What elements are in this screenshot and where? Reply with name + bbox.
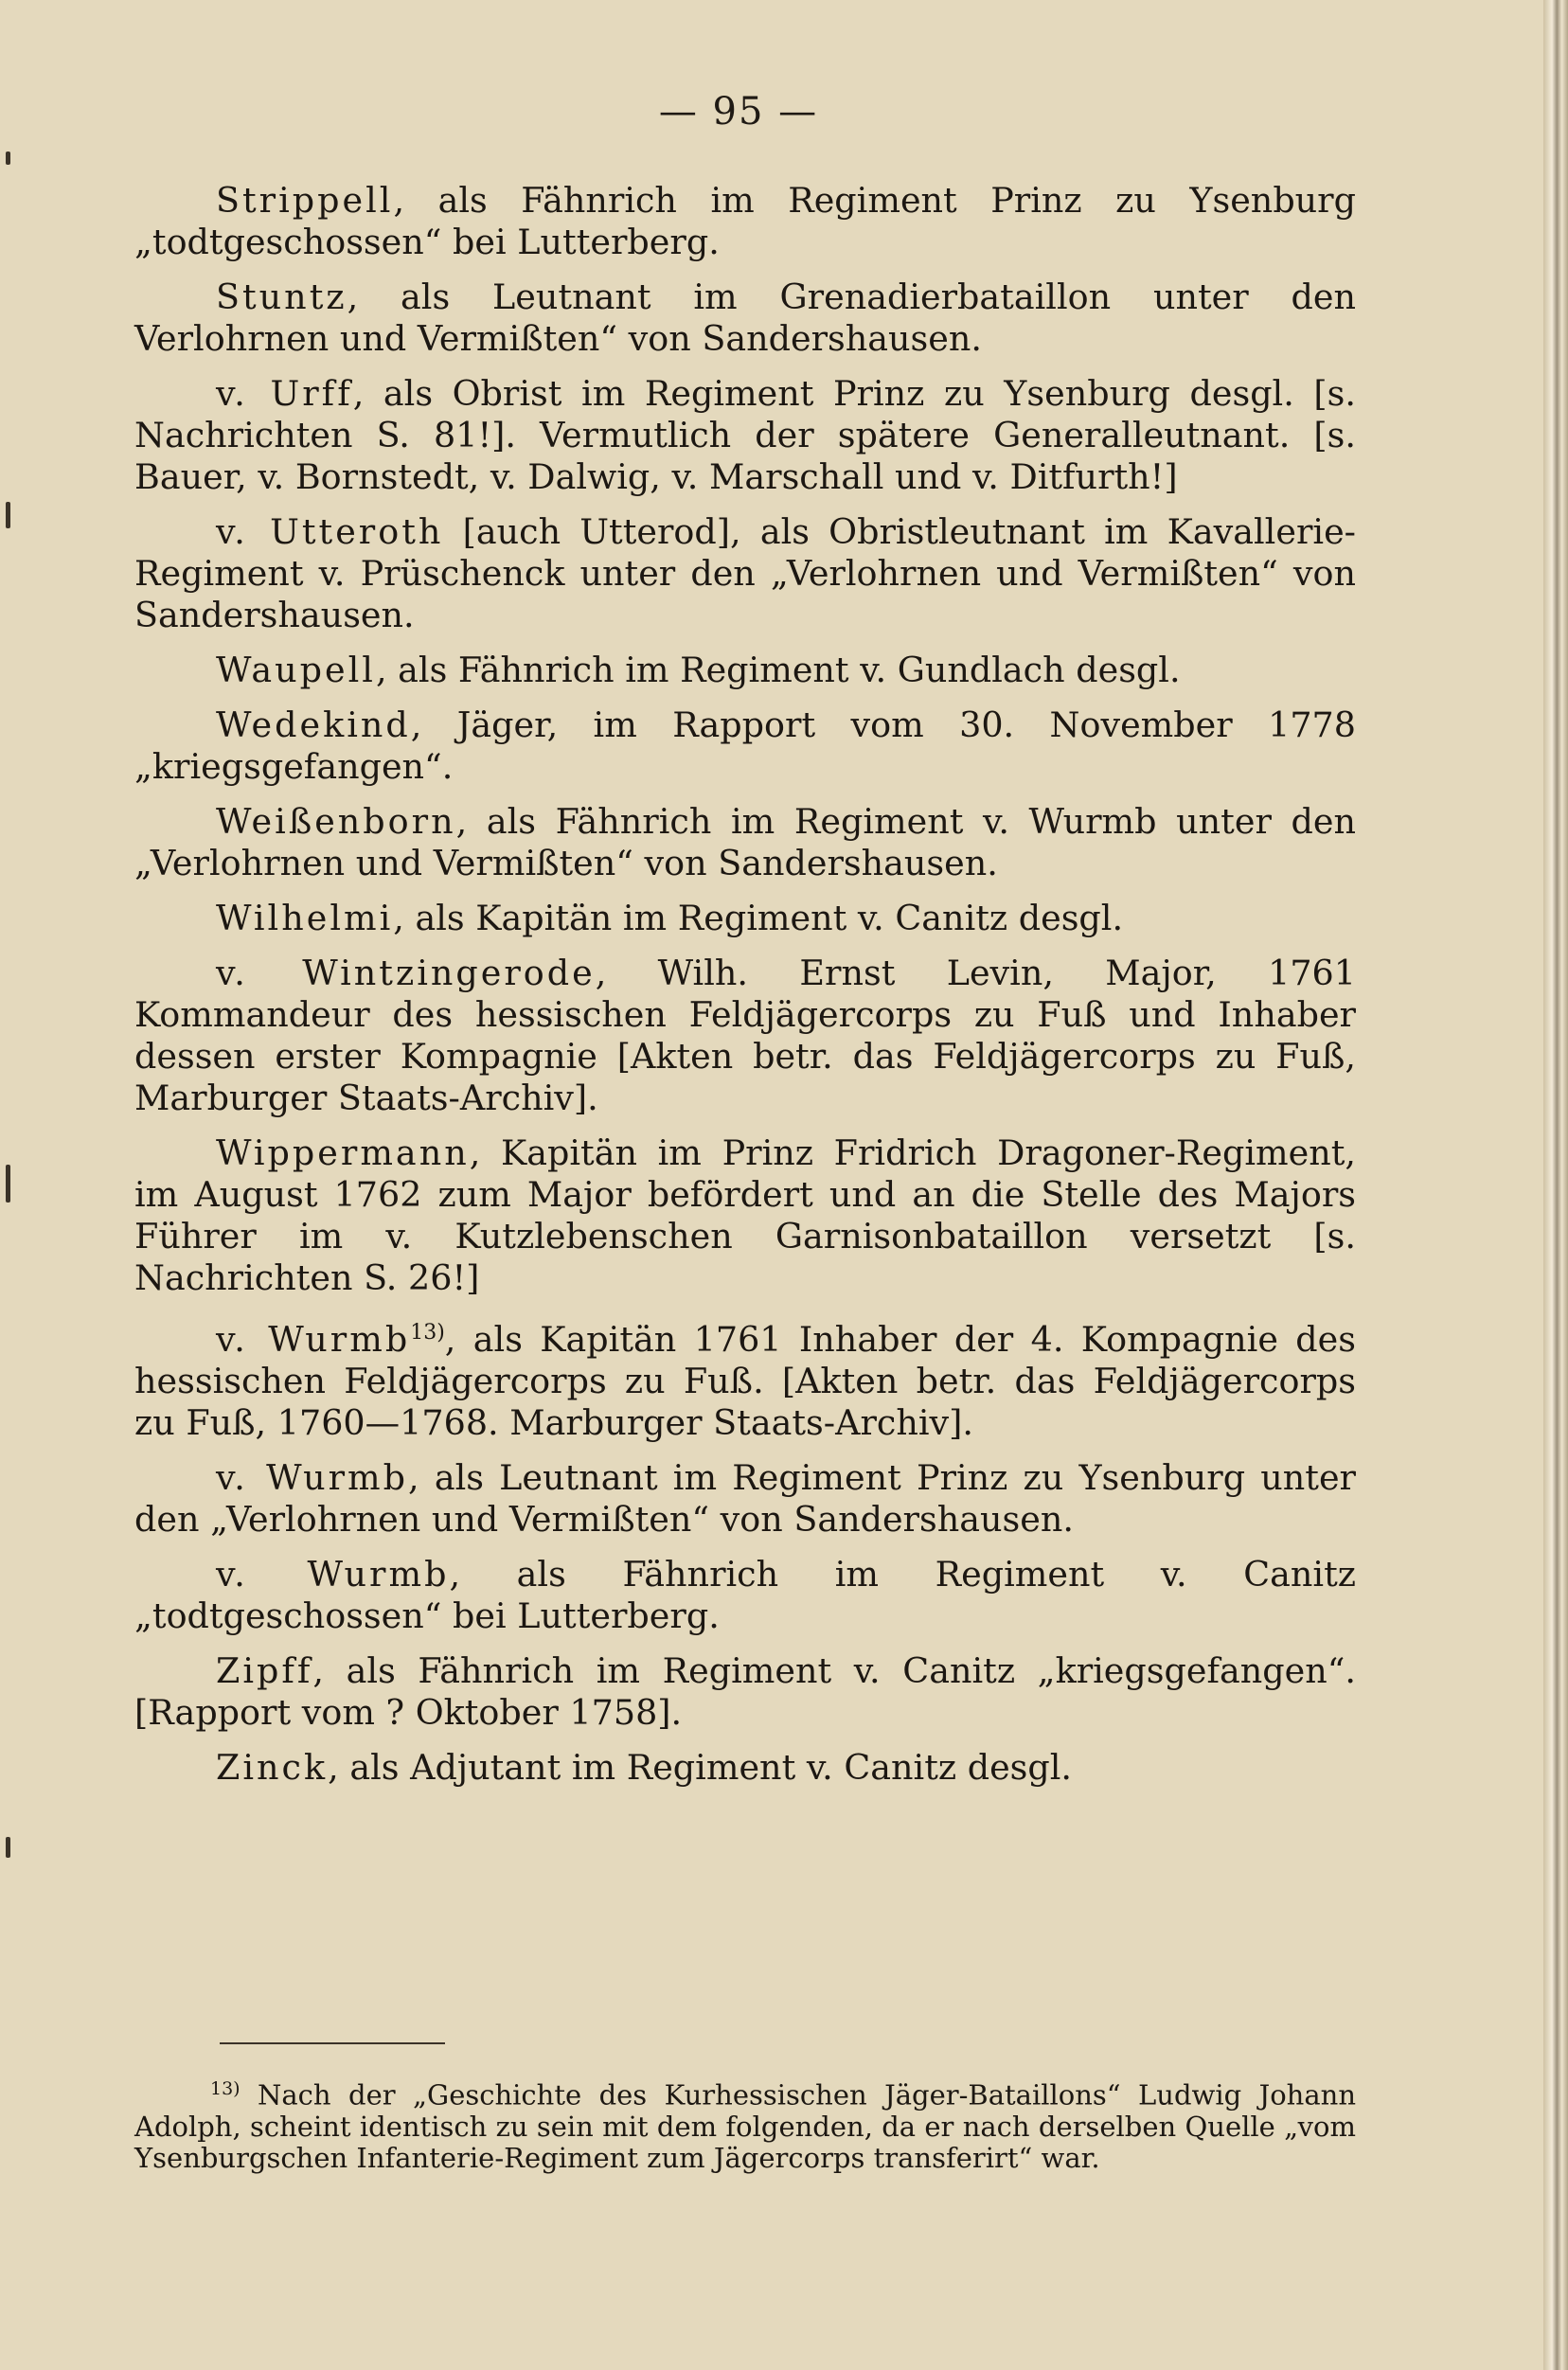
page-number: — 95 — xyxy=(658,90,819,134)
entry-text: [auch Utterod], als Obristleutnant im Kavallerie-Regiment v. Prüschenck unter den „Verlohrnen und Vermißten“ von Sandershausen. xyxy=(134,511,1357,635)
entry-name: v. Wurmb xyxy=(216,1457,409,1499)
page-edge xyxy=(1543,0,1568,2370)
entry-text: , Wilh. Ernst Levin, Major, 1761 Kommandeur des hessischen Feldjägercorps zu Fuß und Inhaber dessen erster Kompagnie [Akten betr. das Feldjägercorps zu Fuß, Marburger Staats-Archiv]. xyxy=(134,953,1357,1118)
entry-wintzingerode xyxy=(134,953,1356,1119)
entry-text: , als Fähnrich im Regiment v. Canitz „todtgeschossen“ bei Lutterberg. xyxy=(134,1554,1356,1637)
entry-wurmb-faehnrich xyxy=(134,1554,1356,1637)
entry-name: v. Wintzingerode xyxy=(216,953,596,993)
footnote-ref[interactable]: 13) xyxy=(410,1321,445,1345)
footnote-number: 13) xyxy=(210,2078,241,2099)
entry-strippell xyxy=(134,180,1356,263)
entry-zinck xyxy=(134,1747,1356,1789)
entry-text: , als Leutnant im Grenadierbataillon unter den Verlohrnen und Vermißten“ von Sandershausen. xyxy=(134,276,1356,359)
entry-text: , als Adjutant im Regiment v. Canitz desgl. xyxy=(328,1747,1073,1789)
entry-wurmb-kapitaen xyxy=(134,1312,1356,1444)
entry-stuntz xyxy=(134,276,1356,360)
entry-weissenborn xyxy=(134,801,1356,884)
entry-utteroth xyxy=(134,511,1356,636)
entry-text: , Jäger, im Rapport vom 30. November 1778 „kriegsgefangen“. xyxy=(134,704,1356,787)
footnote-text: Nach der „Geschichte des Kurhessischen Jäger-Bataillons“ Ludwig Johann Adolph, scheint identisch zu sein mit dem folgenden, da er nach derselben Quelle „vom Ysenburgschen Infanterie-Regiment zum Jägercorps transferirt“ war. xyxy=(134,2078,1356,2174)
entry-urff xyxy=(134,373,1356,498)
entry-name: Wippermann xyxy=(216,1132,470,1173)
entry-text: , als Obrist im Regiment Prinz zu Ysenburg desgl. [s. Nachrichten S. 81!]. Vermutlich der spätere Generalleutnant. [s. Bauer, v. Bornstedt, v. Dalwig, v. Marschall und v. Ditfurth!] xyxy=(134,373,1356,497)
entry-text: , als Fähnrich im Regiment Prinz zu Ysenburg „todtgeschossen“ bei Lutterberg. xyxy=(134,180,1356,262)
entry-text: , als Fähnrich im Regiment v. Wurmb unter den „Verlohrnen und Vermißten“ von Sandershausen. xyxy=(134,801,1356,883)
margin-mark xyxy=(6,502,10,528)
entry-waupell xyxy=(134,650,1356,691)
entry-wurmb-leutnant xyxy=(134,1457,1356,1541)
entry-name: Wilhelmi xyxy=(216,898,394,938)
entry-text: , als Fähnrich im Regiment v. Canitz „kriegsgefangen“. [Rapport vom ? Oktober 1758]. xyxy=(134,1650,1356,1734)
entry-name: Zipff xyxy=(216,1650,313,1692)
entry-name xyxy=(216,1319,445,1360)
entry-text: , als Fähnrich im Regiment v. Gundlach desgl. xyxy=(375,650,1181,690)
margin-mark xyxy=(6,1837,10,1858)
entry-name: Waupell xyxy=(216,650,376,690)
entry-text: , Kapitän im Prinz Fridrich Dragoner-Regiment, im August 1762 zum Major befördert und an die Stelle des Majors Führer im v. Kutzlebenschen Garnisonbataillon versetzt [s. Nachrichten S. 26!] xyxy=(134,1132,1356,1298)
margin-mark xyxy=(6,151,10,165)
entry-list xyxy=(134,180,1356,1802)
entry-name: v. Wurmb xyxy=(216,1554,450,1595)
entry-wilhelmi xyxy=(134,898,1356,939)
entry-name: v. Utteroth xyxy=(216,511,444,552)
margin-mark xyxy=(6,1165,10,1203)
entry-name: Wedekind xyxy=(216,704,411,745)
entry-name: Stuntz xyxy=(216,276,347,317)
entry-name: Zinck xyxy=(216,1747,329,1789)
entry-name: Weißenborn xyxy=(216,801,456,842)
entry-text: , als Kapitän 1761 Inhaber der 4. Kompagnie des hessischen Feldjägercorps zu Fuß. [Akten betr. das Feldjägercorps zu Fuß, 1760—1768. Marburger Staats-Archiv]. xyxy=(134,1319,1356,1444)
entry-wedekind xyxy=(134,704,1356,788)
entry-name: v. Urff xyxy=(216,373,353,414)
entry-wippermann xyxy=(134,1132,1356,1299)
entry-zipff xyxy=(134,1650,1356,1734)
entry-name-text: v. Wurmb xyxy=(216,1319,411,1361)
footnote-divider xyxy=(220,2042,445,2044)
footnote xyxy=(134,2074,1356,2174)
entry-text: , als Leutnant im Regiment Prinz zu Ysenburg unter den „Verlohrnen und Vermißten“ von Sandershausen. xyxy=(134,1457,1356,1541)
entry-name: Strippell xyxy=(216,180,394,221)
entry-text: , als Kapitän im Regiment v. Canitz desgl. xyxy=(393,898,1124,938)
